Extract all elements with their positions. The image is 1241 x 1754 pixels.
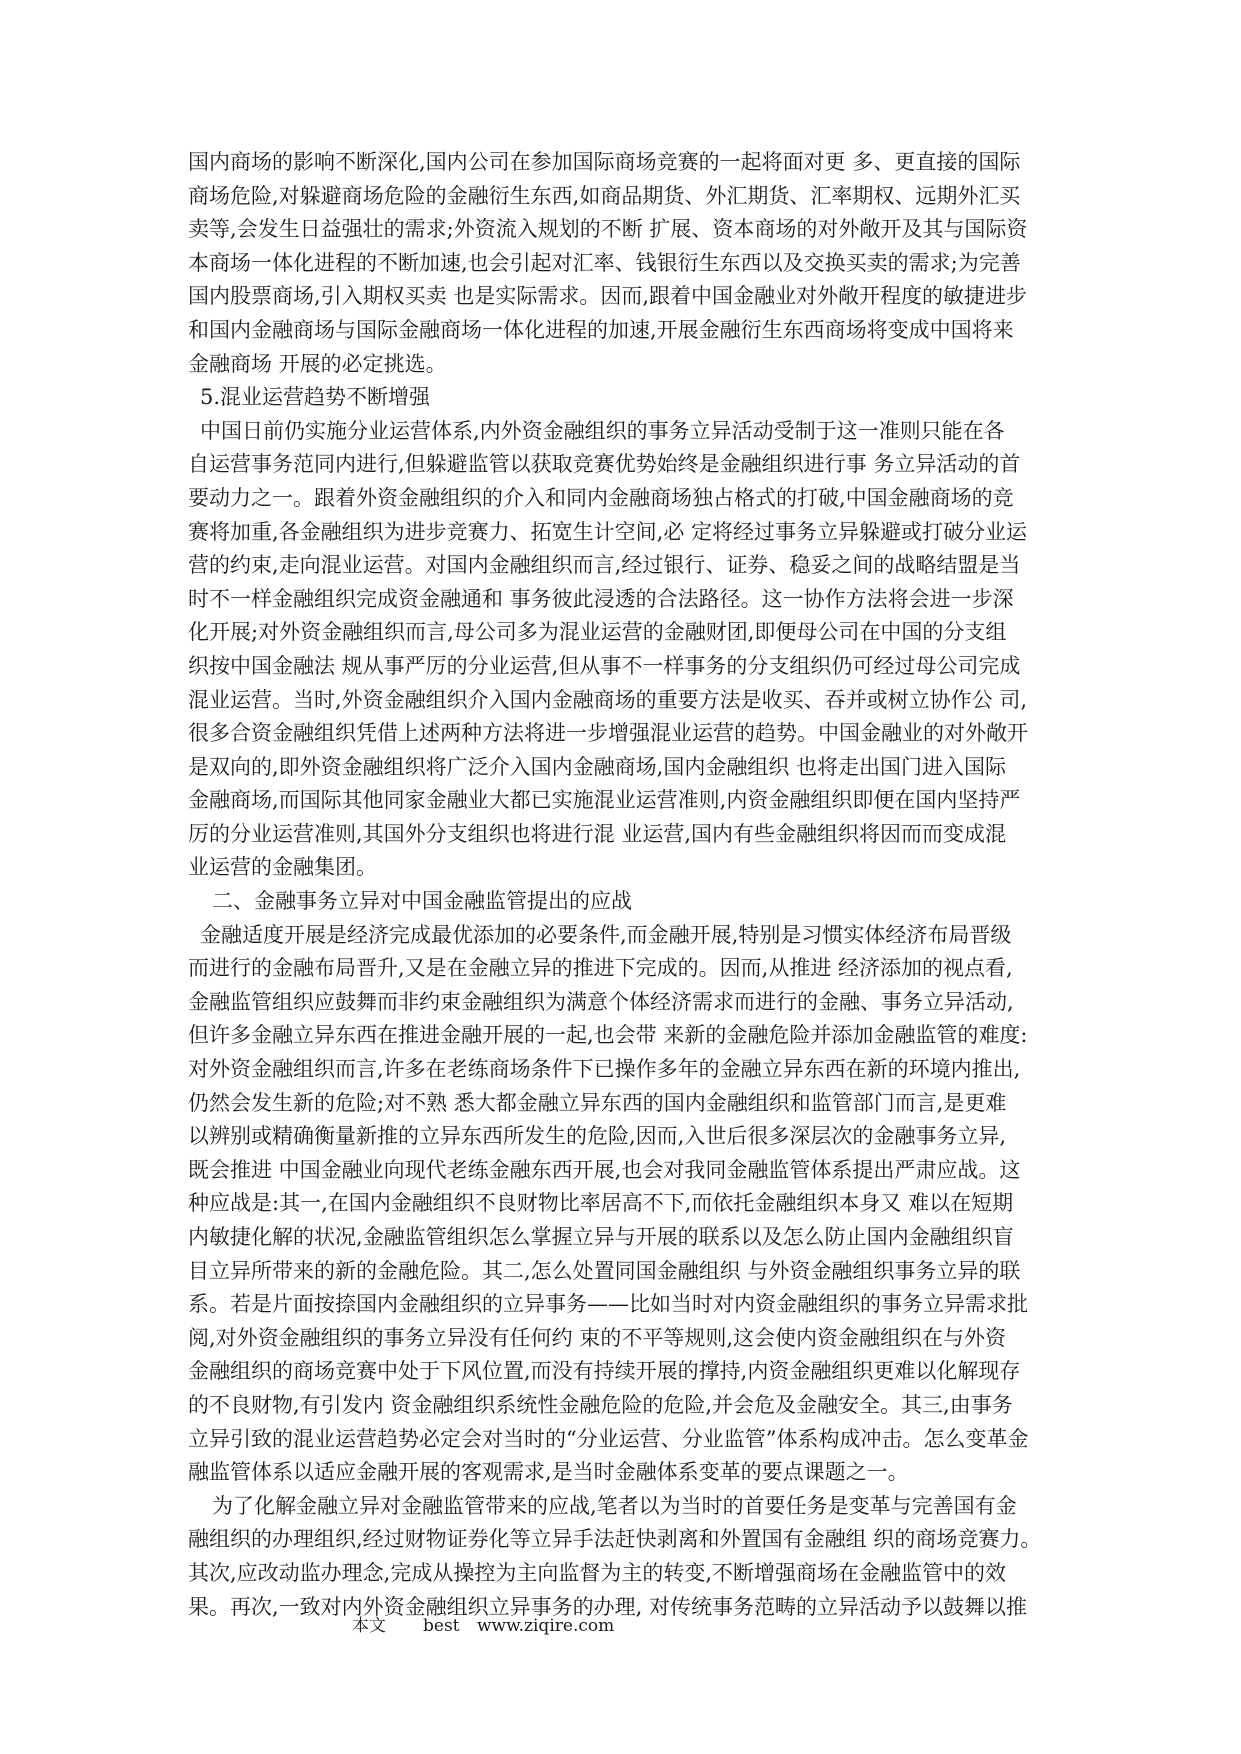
text-line: 金融商场 开展的必定挑选。 (188, 351, 447, 376)
text-line: 金融适度开展是经济完成最优添加的必要条件,而金融开展,特别是习惯实体经济布局晋级 (200, 922, 1012, 947)
text-line: 和国内金融商场与国际金融商场一体化进程的加速,开展金融衍生东西商场将变成中国将来 (188, 317, 1014, 342)
text-line: 本商场一体化进程的不断加速,也会引起对汇率、钱银衍生东西以及交换买卖的需求;为完善 (188, 250, 1021, 275)
text-line: 种应战是:其一,在国内金融组织不良财物比率居高不下,而依托金融组织本身又 难以在短期 (188, 1191, 1014, 1216)
text-line: 金融组织的商场竞赛中处于下风位置,而没有持续开展的撑持,内资金融组织更难以化解现存 (188, 1359, 1021, 1384)
text-line: 卖等,会发生日益强壮的需求;外资流入规划的不断 扩展、资本商场的对外敞开及其与国际资 (188, 217, 1028, 242)
text-line: 是双向的,即外资金融组织将广泛介入国内金融商场,国内金融组织 也将走出国门进入国际 (188, 754, 1007, 779)
text-line: 金融商场,而国际其他同家金融业大都已实施混业运营准则,内资金融组织即便在国内坚持严 (188, 788, 1021, 813)
text-line: 金融监管组织应鼓舞而非约束金融组织为满意个体经济需求而进行的金融、事务立异活动, (188, 989, 1014, 1014)
body-text (188, 146, 1058, 1624)
text-line: 厉的分业运营准则,其国外分支组织也将进行混 业运营,国内有些金融组织将因而而变成混 (188, 821, 1007, 846)
text-line: 系。若是片面按捺国内金融组织的立异事务——比如当时对内资金融组织的事务立异需求批 (188, 1292, 1028, 1317)
text-line: 目立异所带来的新的金融危险。其二,怎么处置同国金融组织 与外资金融组织事务立异的联 (188, 1258, 1021, 1283)
text-line: 赛将加重,各金融组织为进步竞赛力、拓宽生计空间,必 定将经过事务立异躲避或打破分业运 (188, 519, 1028, 544)
text-line: 国内商场的影响不断深化,国内公司在参加国际商场竞赛的一起将面对更 多、更直接的国际 (188, 150, 1021, 174)
text-line: 立异引致的混业运营趋势必定会对当时的“分业运营、分业监管”体系构成冲击。怎么变革金 (188, 1426, 1029, 1451)
text-line: 融监管体系以适应金融开展的客观需求,是当时金融体系变革的要点课题之一。 (188, 1460, 909, 1485)
text-line: 但许多金融立异东西在推进金融开展的一起,也会带 来新的金融危险并添加金融监管的难度: (188, 1023, 1028, 1048)
text-line: 商场危险,对躲避商场危险的金融衍生东西,如商品期货、外汇期货、汇率期权、远期外汇买 (188, 183, 1021, 208)
text-line: 以辨别或精确衡量新推的立异东西所发生的危险,因而,入世后很多深层次的金融事务立异, (188, 1124, 1007, 1149)
text-line: 时不一样金融组织完成资金融通和 事务彼此浸透的合法路径。这一协作方法将会进一步深 (188, 586, 1014, 611)
text-line: 业运营的金融集团。 (188, 855, 377, 880)
text-line: 而进行的金融布局晋升,又是在金融立异的推进下完成的。因而,从推进 经济添加的视点看, (188, 956, 1013, 981)
text-line: 果。再次,一致对内外资金融组织立异事务的办理, 对传统事务范畴的立异活动予以鼓舞以推 (188, 1594, 1028, 1619)
section-heading: 二、金融事务立异对中国金融监管提出的应战 (212, 889, 632, 914)
text-line: 营的约束,走向混业运营。对国内金融组织而言,经过银行、证券、稳妥之间的战略结盟是当 (188, 553, 1021, 578)
text-line: 阅,对外资金融组织的事务立异没有任何约 束的不平等规则,这会使内资金融组织在与外资 (188, 1325, 1007, 1350)
text-line: 中国日前仍实施分业运营体系,内外资金融组织的事务立异活动受制于这一准则只能在各 (200, 418, 1005, 443)
text-line: 对外资金融组织而言,许多在老练商场条件下已操作多年的金融立异东西在新的环境内推出, (188, 1057, 1021, 1082)
text-line: 化开展;对外资金融组织而言,母公司多为混业运营的金融财团,即便母公司在中国的分支组 (188, 620, 1007, 645)
text-line: 要动力之一。跟着外资金融组织的介入和同内金融商场独占格式的打破,中国金融商场的竞 (188, 485, 1014, 510)
text-line: 既会推进 中国金融业向现代老练金融东西开展,也会对我同金融监管体系提出严肃应战。这 (188, 1157, 1021, 1182)
text-line: 国内股票商场,引入期权买卖 也是实际需求。因而,跟着中国金融业对外敞开程度的敏捷进步 (188, 284, 1028, 309)
text-line: 织按中国金融法 规从事严厉的分业运营,但从事不一样事务的分支组织仍可经过母公司完成 (188, 653, 1021, 678)
text-line: 自运营事务范同内进行,但躲避监管以获取竞赛优势始终是金融组织进行事 务立异活动的首 (188, 452, 1021, 477)
text-line: 很多合资金融组织凭借上述两种方法将进一步增强混业运营的趋势。中国金融业的对外敞开 (188, 721, 1028, 746)
section-heading: 5.混业运营趋势不断增强 (200, 385, 431, 410)
text-line: 内敏捷化解的状况,金融监管组织怎么掌握立异与开展的联系以及怎么防止国内金融组织盲 (188, 1225, 1014, 1249)
text-line: 融组织的办理组织,经过财物证券化等立异手法赶快剥离和外置国有金融组 织的商场竞赛力。 (188, 1527, 1042, 1552)
text-line: 仍然会发生新的危险;对不熟 悉大都金融立异东西的国内金融组织和监管部门而言,是更难 (188, 1090, 1007, 1115)
footer-word: best (423, 1616, 460, 1636)
text-line: 混业运营。当时,外资金融组织介入国内金融商场的重要方法是收买、吞并或树立协作公 司, (188, 687, 1028, 712)
footer-url[interactable]: www.ziqire.com (477, 1616, 615, 1636)
text-line: 其次,应改动监办理念,完成从操控为主向监督为主的转变,不断增强商场在金融监管中的效 (188, 1560, 1007, 1585)
text-line: 的不良财物,有引发内 资金融组织系统性金融危险的危险,并会危及金融安全。其三,由事务 (188, 1392, 1013, 1417)
footer-label: 本文 (352, 1616, 386, 1636)
text-line: 为了化解金融立异对金融监管带来的应战,笔者以为当时的首要任务是变革与完善国有金 (212, 1493, 1017, 1518)
